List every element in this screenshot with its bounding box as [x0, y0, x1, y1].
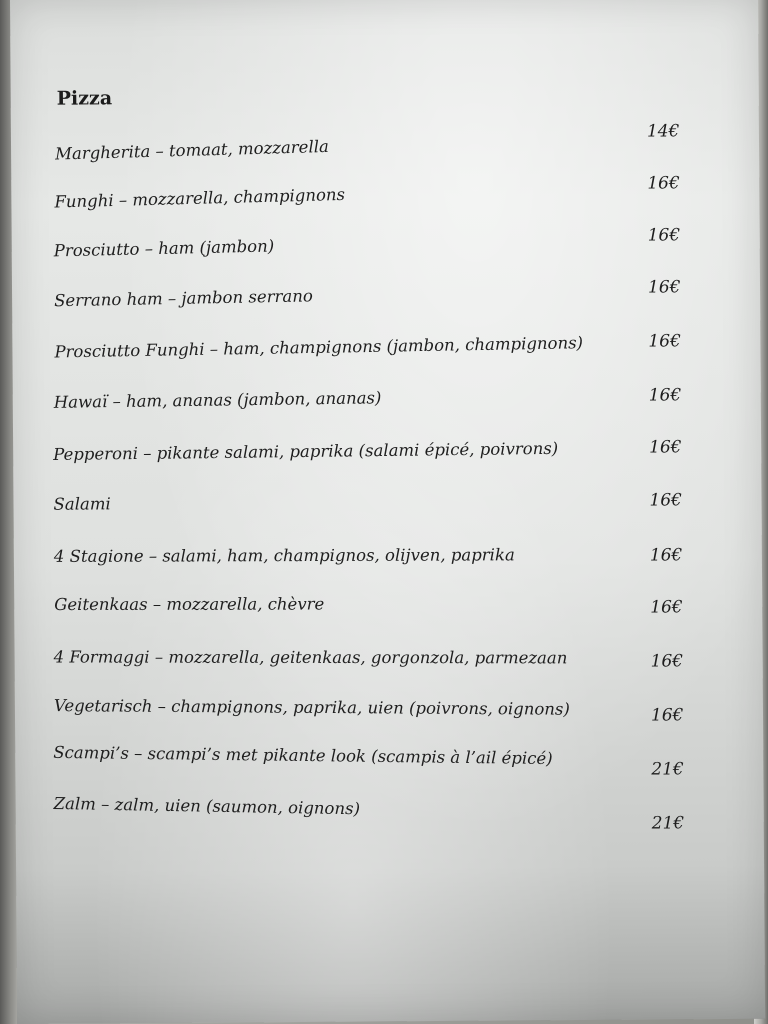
menu-item-price: 16€ [649, 545, 683, 566]
menu-item-label: Prosciutto Funghi – ham, champignons (jambon, champignons) [54, 333, 584, 362]
menu-item-serrano [12, 277, 760, 318]
menu-item-prosciutto [12, 225, 760, 266]
menu-item-price: 21€ [651, 813, 685, 834]
menu-item-price: 16€ [647, 225, 681, 246]
menu-item-label: Salami [53, 494, 111, 514]
menu-item-price: 16€ [649, 437, 682, 458]
menu-item-price: 21€ [651, 759, 684, 780]
section-title: Pizza [56, 87, 113, 110]
menu-item-prosciutto-funghi [12, 331, 760, 370]
menu-page [10, 0, 765, 1024]
menu-item-label: Pepperoni – pikante salami, paprika (salami épicé, poivrons) [53, 438, 559, 465]
menu-item-pepperoni [13, 439, 761, 474]
menu-item-price: 16€ [648, 331, 681, 352]
menu-item-label: Hawaï – ham, ananas (jambon, ananas) [53, 388, 382, 412]
menu-item-label: Zalm – zalm, uien (saumon, oignons) [53, 793, 361, 819]
menu-item-label: 4 Stagione – salami, ham, champignos, olijven, paprika [53, 545, 515, 566]
menu-item-price: 16€ [650, 705, 684, 726]
menu-item-price: 16€ [647, 277, 681, 298]
menu-item-funghi [11, 173, 759, 212]
menu-item-hawai [13, 387, 761, 422]
menu-item-price: 16€ [650, 651, 684, 672]
menu-item-margherita [11, 121, 759, 164]
menu-item-price: 14€ [646, 121, 680, 142]
menu-item-price: 16€ [649, 490, 683, 511]
menu-item-label: Funghi – mozzarella, champignons [54, 184, 346, 212]
menu-item-vegetarisch [15, 695, 763, 730]
menu-item-label: Scampi’s – scampi’s met pikante look (scampis à l’ail épicé) [53, 742, 553, 769]
menu-item-label: Vegetarisch – champignons, paprika, uien (poivrons, oignons) [53, 696, 570, 719]
menu-item-price: 16€ [648, 385, 682, 406]
menu-item-price: 16€ [650, 597, 683, 618]
menu-item-geitenkaas [14, 591, 762, 626]
menu-item-zalm [16, 793, 764, 834]
menu-item-4-stagione [14, 543, 762, 578]
menu-item-label: 4 Formaggi – mozzarella, geitenkaas, gorgonzola, parmezaan [53, 647, 568, 668]
menu-item-label: Serrano ham – jambon serrano [53, 286, 313, 311]
menu-item-salami [13, 490, 761, 525]
menu-item-scampis [15, 743, 763, 778]
menu-item-label: Geitenkaas – mozzarella, chèvre [54, 594, 325, 614]
menu-item-4-formaggi [15, 645, 763, 680]
menu-item-label: Margherita – tomaat, mozzarella [54, 136, 330, 164]
menu-item-label: Prosciutto – ham (jambon) [53, 236, 275, 261]
menu-item-price: 16€ [647, 173, 680, 194]
